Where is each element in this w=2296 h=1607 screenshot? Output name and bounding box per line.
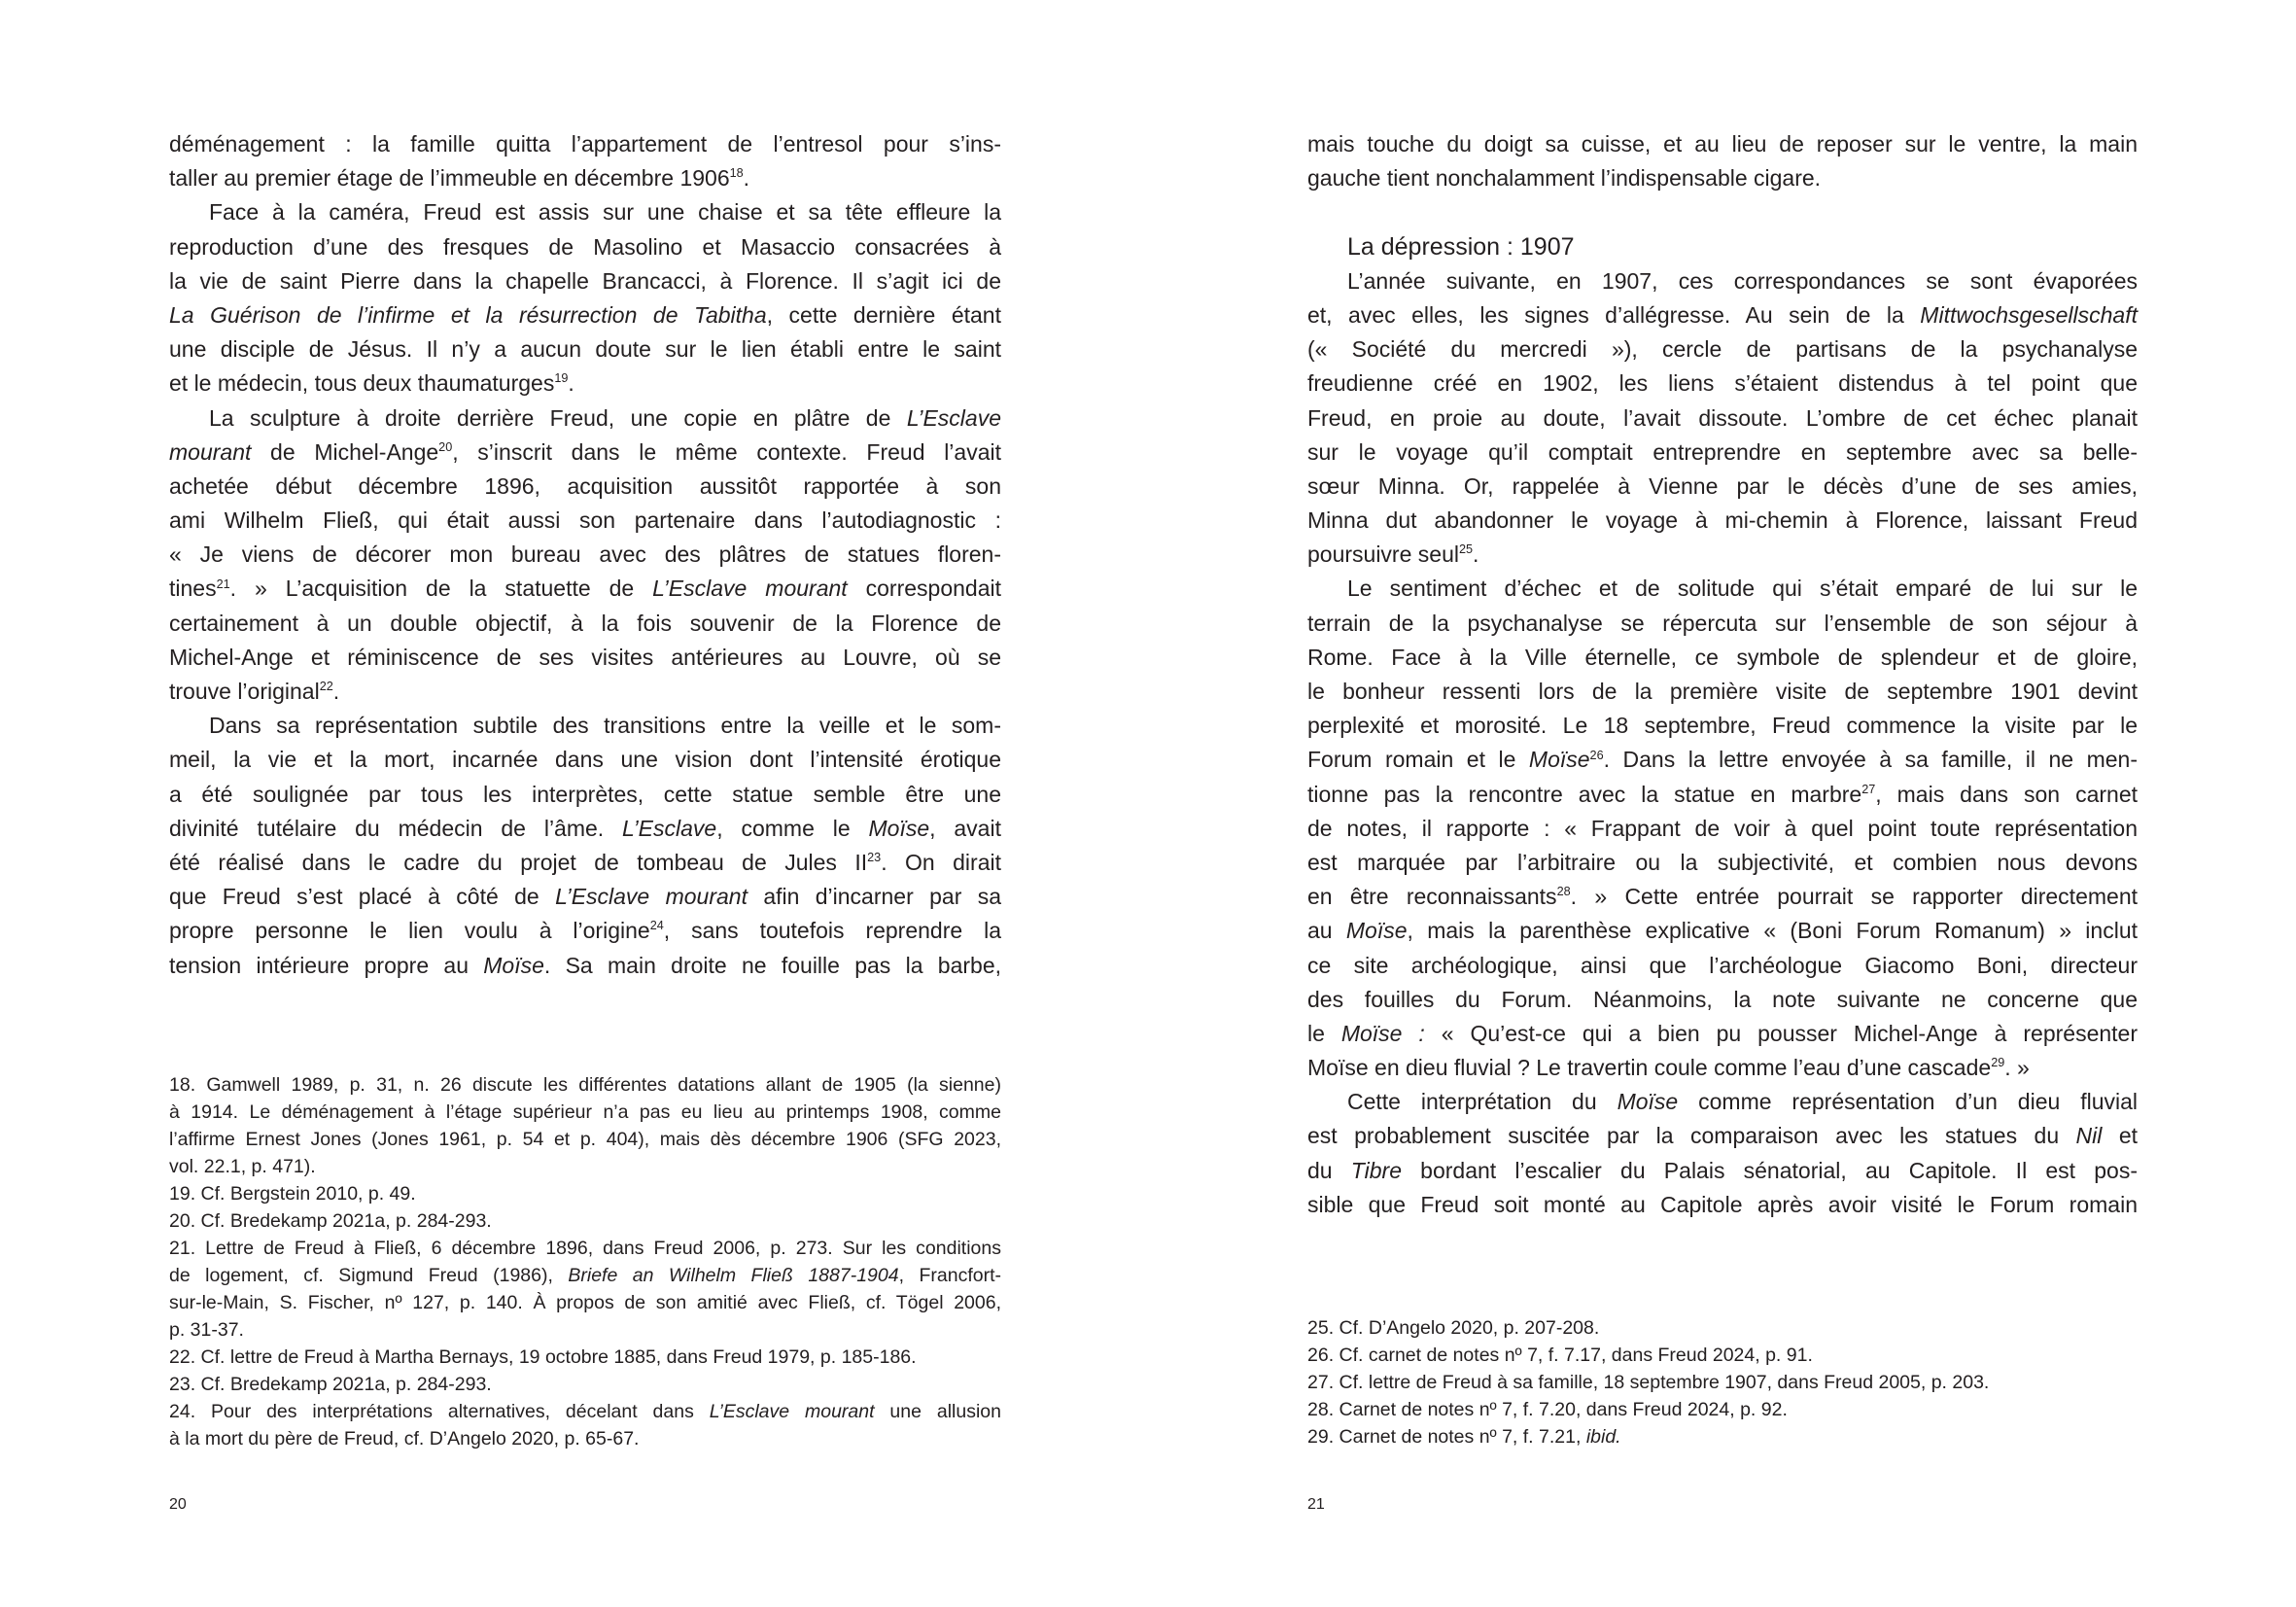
text-line — [1307, 470, 2138, 504]
text-line — [169, 846, 1001, 880]
paragraph — [169, 402, 1001, 710]
text-line — [169, 1207, 1001, 1235]
text-run: Minna dut abandonner le voyage à mi-chemin à Florence, laissant Freud — [1307, 507, 2138, 534]
text-run: Moïse en dieu fluvial ? Le travertin coule comme l’eau d’une cascade — [1307, 1055, 1992, 1081]
footnote — [1307, 1342, 2138, 1369]
text-line — [1307, 846, 2138, 880]
text-line — [169, 127, 1001, 161]
text-run: « Qu’est-ce qui a bien pu pousser Michel-Ange à représenter — [1424, 1020, 2138, 1046]
text-run: le bonheur ressenti lors de la première visite de septembre 1901 devint — [1307, 679, 2138, 704]
text-run: poursuivre seul — [1307, 541, 1459, 568]
text-run: ami Wilhelm Fließ, qui était aussi son partenaire dans l’autodiagnostic : — [169, 507, 1001, 534]
text-line — [169, 641, 1001, 675]
text-run: et le médecin, tous deux thaumaturges — [169, 370, 555, 397]
text-run: mais touche du doigt sa cuisse, et au lieu de reposer sur le ventre, la main — [1307, 131, 2138, 157]
text-run: 26. Cf. carnet de notes nº 7, f. 7.17, dans Freud 2024, p. 91. — [1307, 1345, 1813, 1366]
text-line — [169, 607, 1001, 641]
italic-text: Moïse — [1617, 1089, 1679, 1115]
footnote — [169, 1344, 1001, 1371]
text-line — [1307, 709, 2138, 743]
text-line — [1307, 675, 2138, 709]
text-line — [169, 1371, 1001, 1398]
text-line — [1307, 1396, 2138, 1423]
footnote — [169, 1207, 1001, 1235]
text-line — [1307, 880, 2138, 914]
italic-text: Mittwochsgesellschaft — [1920, 301, 2138, 328]
text-run: . Sa main droite ne fouille pas la barbe, — [543, 952, 1001, 978]
text-line — [1307, 572, 2138, 606]
text-line — [1307, 332, 2138, 367]
footnote — [169, 1371, 1001, 1398]
italic-text: L’Esclave mourant — [652, 576, 848, 602]
text-line — [1307, 538, 2138, 572]
text-run: et, avec elles, les signes d’allégresse. Au sein de la — [1307, 301, 1921, 328]
text-line — [169, 1153, 1001, 1180]
text-run: divinité tutélaire du médecin de l’âme. — [169, 815, 623, 841]
paragraph — [1307, 127, 2138, 195]
text-line — [1307, 743, 2138, 777]
left-page-body-text — [169, 127, 1001, 983]
text-run: à 1914. Le déménagement à l’étage supérieur n’a pas eu lieu au printemps 1908, comme — [169, 1101, 1001, 1123]
text-run: de notes, il rapporte : « Frappant de voir à quel point toute représentation — [1307, 815, 2138, 841]
italic-text: Moïse : — [1340, 1020, 1425, 1046]
text-line — [1307, 812, 2138, 846]
text-line — [1307, 1085, 2138, 1119]
text-line — [1307, 1188, 2138, 1222]
text-run: au — [1307, 918, 1346, 944]
text-run: . On dirait — [881, 849, 1001, 875]
text-run: . — [568, 370, 574, 397]
text-line — [169, 949, 1001, 983]
text-line — [169, 230, 1001, 264]
text-line — [1307, 402, 2138, 436]
text-line — [169, 264, 1001, 298]
italic-text: Moïse — [1528, 747, 1590, 773]
text-line — [1307, 949, 2138, 983]
text-run: vol. 22.1, p. 471). — [169, 1156, 316, 1177]
text-run: (« Société du mercredi »), cercle de partisans de la psychanalyse — [1307, 336, 2138, 363]
text-run: sur le voyage qu’il comptait entreprendre en septembre avec sa belle- — [1307, 438, 2138, 465]
text-run: 21. Lettre de Freud à Fließ, 6 décembre 1896, dans Freud 2006, p. 273. Sur les conditions — [169, 1238, 1001, 1259]
italic-text: ibid. — [1585, 1426, 1621, 1448]
footnote — [169, 1071, 1001, 1180]
text-run: , s’inscrit dans le même contexte. Freud l’avait — [452, 438, 1001, 465]
footnote — [1307, 1396, 2138, 1423]
text-run: une allusion — [874, 1401, 1001, 1422]
text-run: tines — [169, 576, 217, 602]
text-run: achetée début décembre 1896, acquisition aussitôt rapportée à son — [169, 472, 1001, 499]
text-run: été réalisé dans le cadre du projet de tombeau de Jules II — [169, 849, 868, 875]
text-line — [1307, 264, 2138, 298]
footnote-reference: 26 — [1589, 748, 1604, 762]
text-run: est marquée par l’arbitraire ou la subjectivité, et combien nous devons — [1307, 849, 2138, 875]
text-line — [1307, 1369, 2138, 1396]
text-line — [169, 470, 1001, 504]
footnote-reference: 27 — [1861, 782, 1876, 796]
paragraph — [169, 127, 1001, 195]
text-run: l’affirme Ernest Jones (Jones 1961, p. 54 et p. 404), mais dès décembre 1906 (SFG 2023, — [169, 1129, 1001, 1150]
text-run: 23. Cf. Bredekamp 2021a, p. 284-293. — [169, 1374, 492, 1395]
footnote-reference: 24 — [649, 919, 664, 933]
text-run: Forum romain et le — [1307, 747, 1529, 773]
text-line — [169, 1289, 1001, 1316]
text-run: . Dans la lettre envoyée à sa famille, il ne men- — [1603, 747, 2138, 773]
italic-text: Moïse — [1345, 918, 1408, 944]
text-run: 25. Cf. D’Angelo 2020, p. 207-208. — [1307, 1317, 1600, 1339]
text-run: Freud, en proie au doute, l’avait dissoute. L’ombre de cet échec planait — [1307, 404, 2138, 431]
text-run: propre personne le lien voulu à l’origine — [169, 918, 650, 944]
text-run: est probablement suscitée par la comparaison avec les statues du — [1307, 1123, 2076, 1149]
text-line — [1307, 1119, 2138, 1153]
italic-text: L’Esclave — [906, 404, 1001, 431]
text-run: gauche tient nonchalamment l’indispensable cigare. — [1307, 165, 1822, 192]
text-line — [1307, 1154, 2138, 1188]
footnote-reference: 25 — [1458, 542, 1474, 557]
text-line — [169, 1316, 1001, 1344]
footnote — [1307, 1314, 2138, 1342]
text-run: 20. Cf. Bredekamp 2021a, p. 284-293. — [169, 1210, 492, 1232]
text-line — [169, 1071, 1001, 1099]
text-line — [1307, 127, 2138, 161]
footnote — [169, 1235, 1001, 1344]
text-run: bordant l’escalier du Palais sénatorial, au Capitole. Il est pos- — [1401, 1157, 2138, 1183]
italic-text: Moïse — [483, 952, 544, 978]
text-run: la vie de saint Pierre dans la chapelle Brancacci, à Florence. Il s’agit ici de — [169, 267, 1001, 294]
italic-text: L’Esclave — [622, 815, 717, 841]
text-run: . » Cette entrée pourrait se rapporter directement — [1570, 884, 2138, 910]
text-run: « Je viens de décorer mon bureau avec des plâtres de statues floren- — [169, 541, 1001, 568]
footnote — [169, 1180, 1001, 1207]
text-line — [1307, 161, 2138, 195]
text-line — [169, 1344, 1001, 1371]
paragraph — [1307, 1085, 2138, 1222]
footnote-reference: 28 — [1556, 885, 1571, 899]
text-run: trouve l’original — [169, 679, 320, 704]
text-run: Face à la caméra, Freud est assis sur une chaise et sa tête effleure la — [209, 199, 1001, 226]
text-run: , mais la parenthèse explicative « (Boni Forum Romanum) » inclut — [1407, 918, 2138, 944]
text-line — [1307, 607, 2138, 641]
text-line — [169, 367, 1001, 401]
text-run: 19. Cf. Bergstein 2010, p. 49. — [169, 1183, 416, 1205]
footnote-reference: 29 — [1991, 1056, 2005, 1070]
text-line — [169, 812, 1001, 846]
text-run: . » — [2004, 1055, 2030, 1081]
text-run: ce site archéologique, ainsi que l’archéologue Giacomo Boni, directeur — [1307, 952, 2138, 978]
footnote-reference: 23 — [867, 851, 882, 865]
text-line — [169, 1099, 1001, 1126]
text-run: correspondait — [847, 576, 1001, 602]
text-line — [1307, 641, 2138, 675]
text-run: déménagement : la famille quitta l’appartement de l’entresol pour s’ins- — [169, 131, 1001, 157]
italic-text: L’Esclave mourant — [555, 884, 748, 910]
text-run: à la mort du père de Freud, cf. D’Angelo 2020, p. 65-67. — [169, 1428, 640, 1450]
text-run: de logement, cf. Sigmund Freud (1986), — [169, 1265, 569, 1286]
text-run: meil, la vie et la mort, incarnée dans une vision dont l’intensité érotique — [169, 747, 1001, 773]
text-line — [169, 161, 1001, 195]
right-page-body-text — [1307, 127, 2138, 1222]
text-run: Dans sa représentation subtile des transitions entre la veille et le som- — [209, 713, 1001, 739]
text-run: . — [332, 679, 340, 704]
text-run: une disciple de Jésus. Il n’y a aucun doute sur le lien établi entre le saint — [169, 336, 1001, 363]
text-run: Rome. Face à la Ville éternelle, ce symbole de splendeur et de gloire, — [1307, 644, 2138, 670]
text-run: 22. Cf. lettre de Freud à Martha Bernays, 19 octobre 1885, dans Freud 1979, p. 185-186. — [169, 1346, 917, 1368]
text-run: , mais dans son carnet — [1875, 781, 2138, 807]
text-run: 24. Pour des interprétations alternatives, décelant dans — [169, 1401, 710, 1422]
page-number-left: 20 — [169, 1496, 187, 1513]
paragraph — [1307, 264, 2138, 573]
text-run: que Freud s’est placé à côté de — [169, 884, 556, 910]
text-run: 27. Cf. lettre de Freud à sa famille, 18 septembre 1907, dans Freud 2005, p. 203. — [1307, 1372, 1990, 1393]
text-line — [169, 1180, 1001, 1207]
text-line — [169, 332, 1001, 367]
text-run: le — [1307, 1020, 1341, 1046]
text-run: . » L’acquisition de la statuette de — [229, 576, 653, 602]
text-line — [169, 538, 1001, 572]
text-line — [1307, 1017, 2138, 1051]
text-line — [1307, 1342, 2138, 1369]
text-line — [169, 1126, 1001, 1153]
text-run: 18. Gamwell 1989, p. 31, n. 26 discute les différentes datations allant de 1905 (la sienne) — [169, 1074, 1001, 1096]
paragraph — [169, 195, 1001, 401]
text-line — [169, 1262, 1001, 1289]
text-run: et — [2102, 1123, 2139, 1149]
paragraph — [1307, 572, 2138, 1085]
italic-text: Nil — [2075, 1123, 2103, 1149]
italic-text: Tibre — [1350, 1157, 1402, 1183]
section-heading — [1307, 230, 2138, 264]
text-run: freudienne créé en 1902, les liens s’étaient distendus à tel point que — [1307, 370, 2138, 397]
text-run: tension intérieure propre au — [169, 952, 484, 978]
italic-text: L’Esclave mourant — [709, 1401, 875, 1422]
text-run: reproduction d’une des fresques de Masolino et Masaccio consacrées à — [169, 233, 1001, 260]
text-run: , comme le — [716, 815, 869, 841]
text-line — [169, 1425, 1001, 1452]
text-run: en être reconnaissants — [1307, 884, 1557, 910]
text-run: . — [743, 165, 750, 192]
text-line — [169, 1235, 1001, 1262]
text-run: L’année suivante, en 1907, ces correspondances se sont évaporées — [1347, 267, 2138, 294]
text-run: de Michel-Ange — [251, 438, 439, 465]
text-line — [169, 1398, 1001, 1425]
footnote-reference: 19 — [554, 371, 569, 386]
text-line — [169, 572, 1001, 606]
text-line — [1307, 367, 2138, 401]
text-run: Michel-Ange et réminiscence de ses visites antérieures au Louvre, où se — [169, 644, 1001, 670]
text-run: comme représentation d’un dieu fluvial — [1678, 1089, 2138, 1115]
page-number-right: 21 — [1307, 1496, 1325, 1513]
blank-line — [1307, 195, 2138, 229]
right-page-footnotes — [1307, 1314, 2138, 1450]
footnote-reference: 22 — [319, 680, 333, 694]
text-line — [1307, 298, 2138, 332]
text-run: terrain de la psychanalyse se répercuta sur l’ensemble de son séjour à — [1307, 610, 2138, 636]
text-line — [169, 778, 1001, 812]
text-line — [1307, 778, 2138, 812]
text-line — [169, 675, 1001, 709]
text-run: p. 31-37. — [169, 1319, 244, 1341]
text-run: des fouilles du Forum. Néanmoins, la note suivante ne concerne que — [1307, 986, 2138, 1012]
footnote — [1307, 1423, 2138, 1450]
text-line — [169, 914, 1001, 948]
text-line — [1307, 504, 2138, 538]
text-run: perplexité et morosité. Le 18 septembre, Freud commence la visite par le — [1307, 713, 2138, 739]
text-line — [169, 436, 1001, 470]
text-run: 28. Carnet de notes nº 7, f. 7.20, dans Freud 2024, p. 92. — [1307, 1399, 1788, 1420]
text-run: afin d’incarner par sa — [747, 884, 1001, 910]
text-run: sœur Minna. Or, rappelée à Vienne par le décès d’une de ses amies, — [1307, 472, 2138, 499]
text-run: Le sentiment d’échec et de solitude qui s’était emparé de lui sur le — [1347, 576, 2138, 602]
text-run: tionne pas la rencontre avec la statue en marbre — [1307, 781, 1862, 807]
text-line — [1307, 914, 2138, 948]
text-line — [1307, 1423, 2138, 1450]
text-run: , cette dernière étant — [766, 301, 1001, 328]
text-run: 29. Carnet de notes nº 7, f. 7.21, — [1307, 1426, 1586, 1448]
italic-text: mourant — [169, 438, 252, 465]
text-run: du — [1307, 1157, 1351, 1183]
text-line — [1307, 230, 2138, 264]
text-line — [169, 880, 1001, 914]
text-line — [169, 195, 1001, 229]
text-line — [169, 743, 1001, 777]
footnote-reference: 18 — [729, 166, 744, 181]
footnote-reference: 20 — [438, 439, 453, 454]
text-line — [169, 504, 1001, 538]
text-run: La dépression : 1907 — [1347, 232, 1575, 261]
text-run: , Francfort- — [898, 1265, 1001, 1286]
footnote — [169, 1398, 1001, 1452]
text-line — [169, 298, 1001, 332]
text-run: certainement à un double objectif, à la fois souvenir de la Florence de — [169, 610, 1001, 636]
footnote-reference: 21 — [216, 576, 230, 591]
text-line — [1307, 983, 2138, 1017]
italic-text: La Guérison de l’infirme et la résurrection de Tabitha — [169, 301, 767, 328]
left-page-footnotes — [169, 1071, 1001, 1452]
footnote — [1307, 1369, 2138, 1396]
text-line — [1307, 1314, 2138, 1342]
text-line — [169, 709, 1001, 743]
text-run: a été soulignée par tous les interprètes, cette statue semble être une — [169, 781, 1001, 807]
text-run: La sculpture à droite derrière Freud, une copie en plâtre de — [209, 404, 907, 431]
text-line — [1307, 436, 2138, 470]
text-run: , sans toutefois reprendre la — [663, 918, 1001, 944]
italic-text: Moïse — [868, 815, 930, 841]
text-line — [1307, 1051, 2138, 1085]
text-run: sur-le-Main, S. Fischer, nº 127, p. 140. À propos de son amitié avec Fließ, cf. Tögel 2006, — [169, 1292, 1001, 1313]
text-line — [169, 402, 1001, 436]
text-run: . — [1473, 541, 1479, 568]
text-run: sible que Freud soit monté au Capitole après avoir visité le Forum romain — [1307, 1191, 2138, 1217]
paragraph — [169, 709, 1001, 983]
text-run: , avait — [929, 815, 1001, 841]
text-run: Cette interprétation du — [1347, 1089, 1618, 1115]
italic-text: Briefe an Wilhelm Fließ 1887-1904 — [568, 1265, 899, 1286]
text-run: taller au premier étage de l’immeuble en décembre 1906 — [169, 165, 730, 192]
